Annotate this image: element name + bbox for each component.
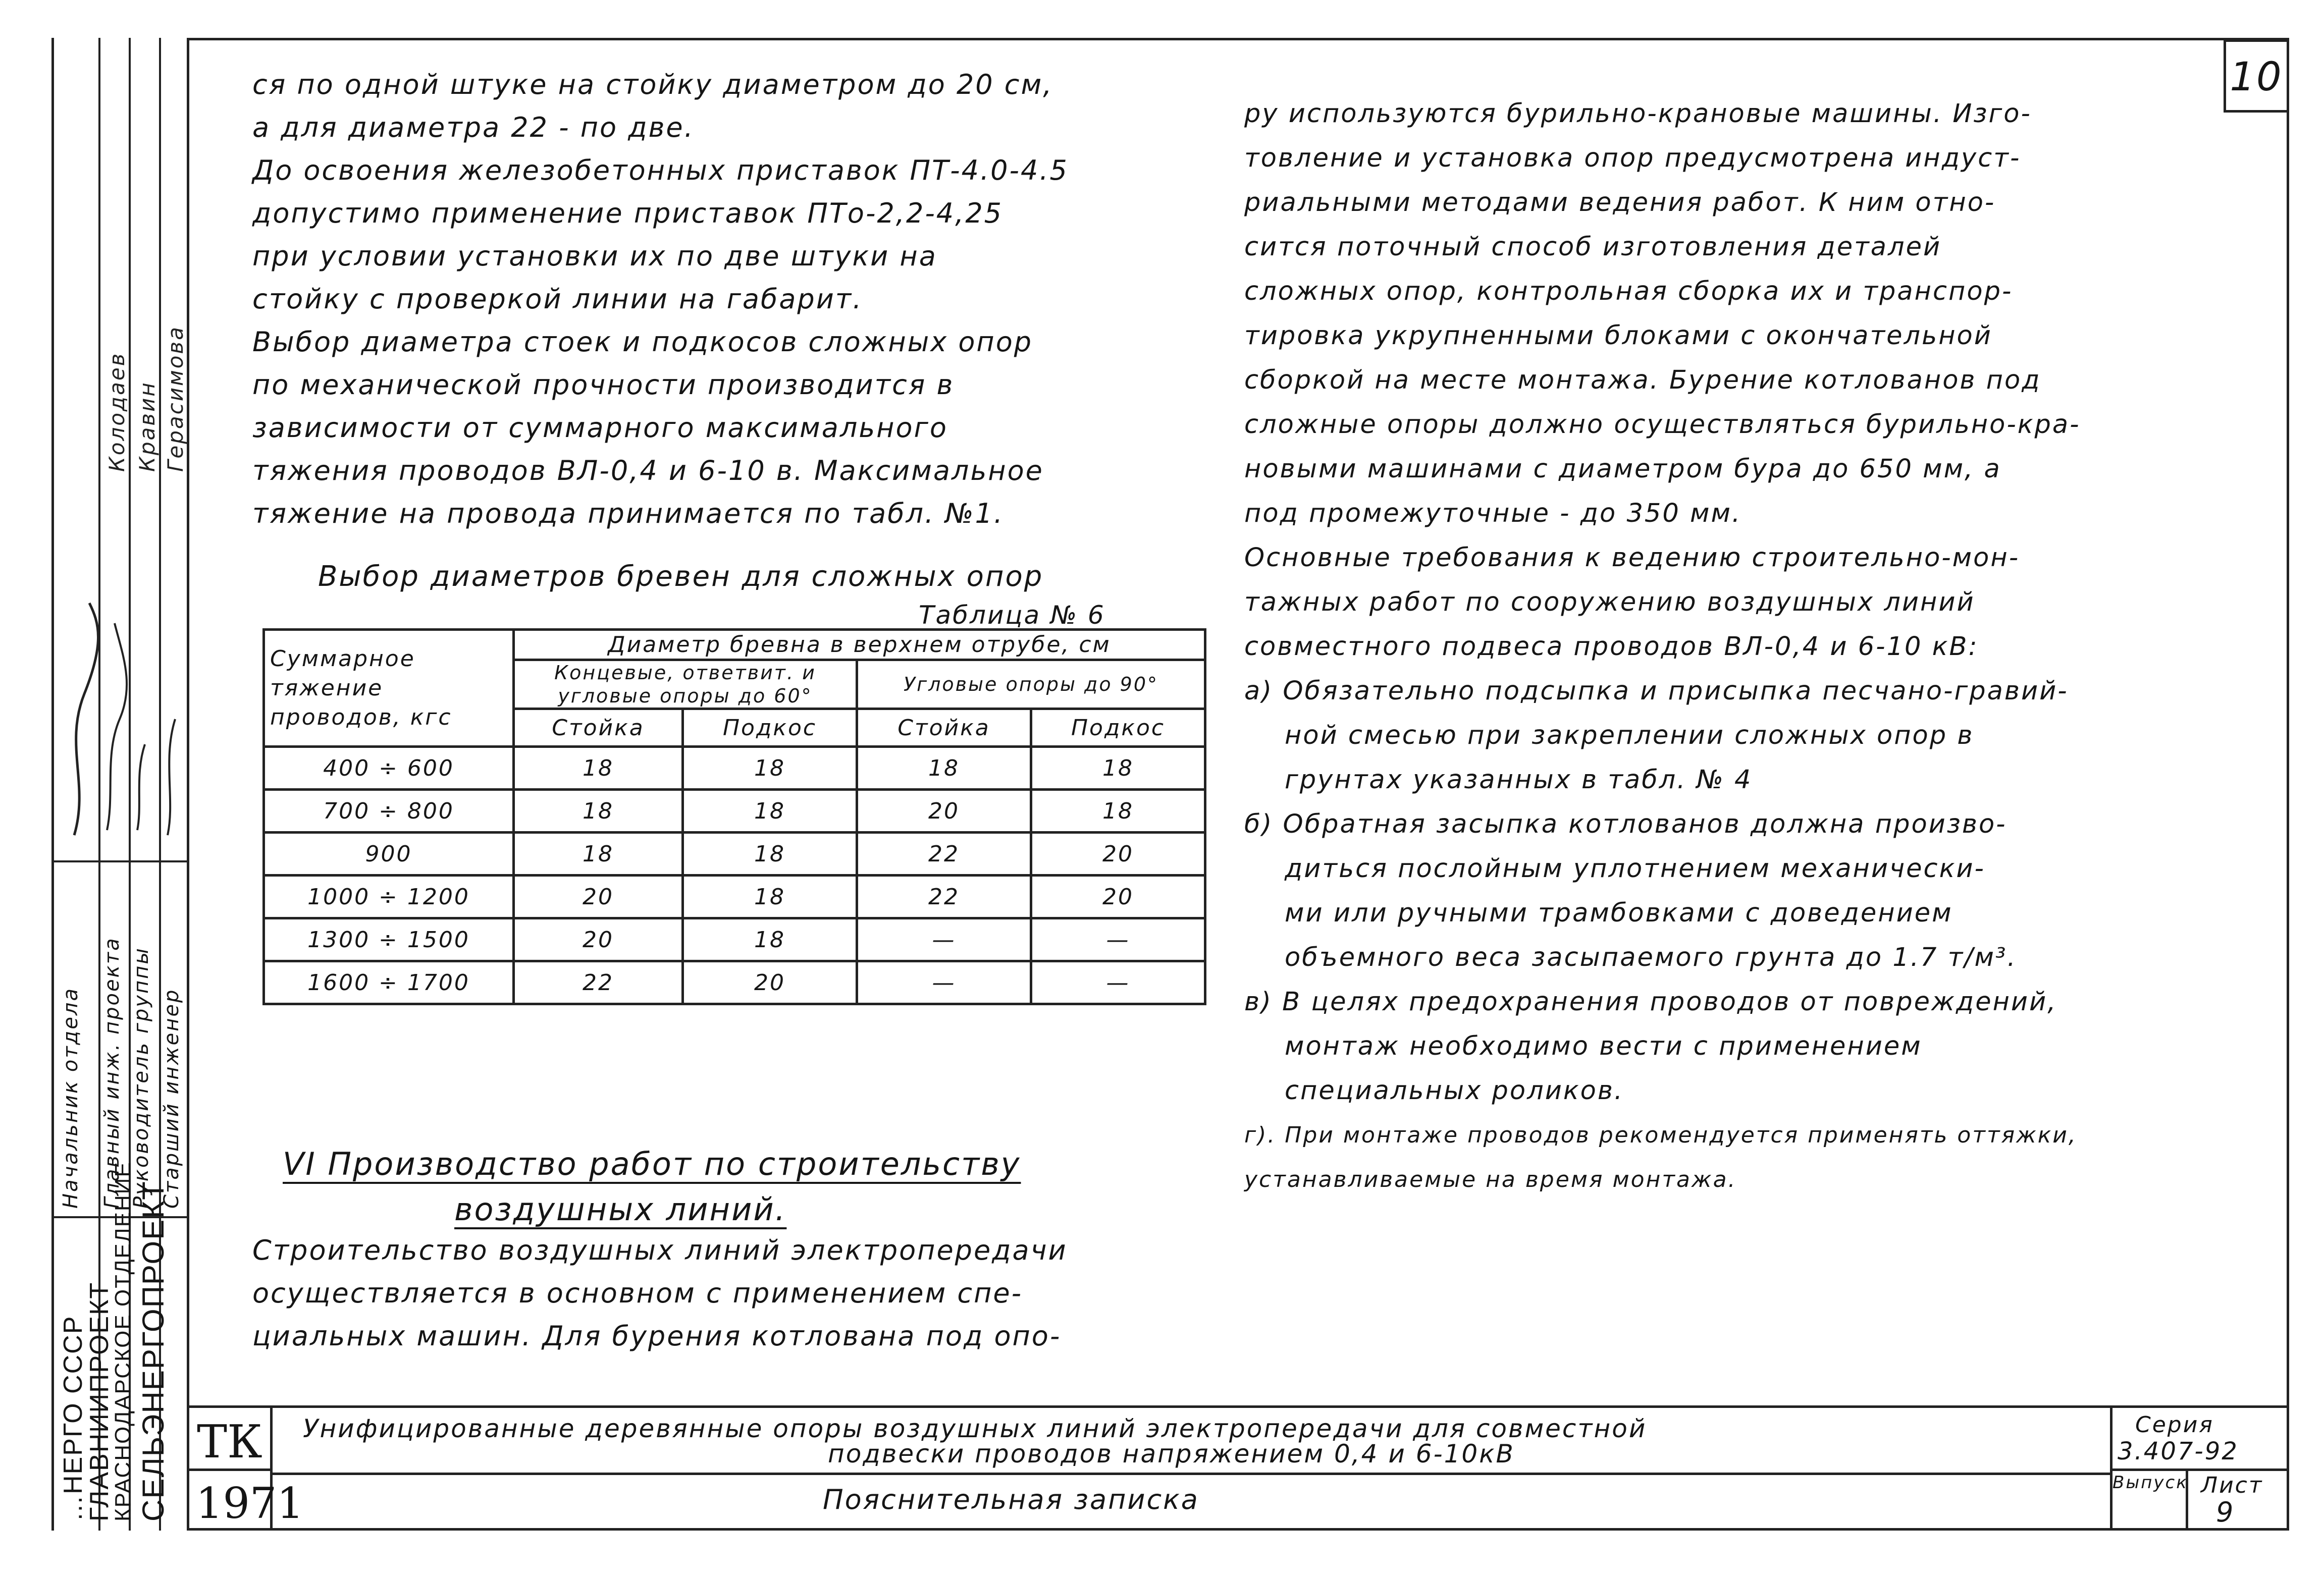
role-senior-engineer: Старший инженер [160, 988, 183, 1209]
text-line: монтаж необходимо вести с применением [1285, 1031, 1922, 1061]
cell: 18 [683, 747, 857, 790]
project-title: Унифицированные деревянные опоры воздушных линий электропередачи для совместной [303, 1414, 1647, 1443]
text-line: тажных работ по сооружению воздушных линий [1244, 587, 1975, 617]
sheet-number: 10 [2224, 39, 2289, 113]
text-line: по механической прочности производится в [252, 369, 955, 401]
cell: 18 [514, 833, 683, 876]
cell: — [857, 961, 1031, 1004]
list-item: а) Обязательно подсыпка и присыпка песчано-гравий- [1244, 676, 2069, 706]
text-line: зависимости от суммарного максимального [252, 412, 948, 444]
text-line: сборкой на месте монтажа. Бурение котлованов под [1244, 365, 2041, 395]
cell: 18 [514, 747, 683, 790]
text-line: осуществляется в основном с применением спе- [252, 1277, 1023, 1309]
text-line: сится поточный способ изготовления деталей [1244, 232, 1942, 262]
role-head: Начальник отдела [59, 987, 82, 1209]
cell: 700 ÷ 800 [264, 790, 514, 833]
cell: 1600 ÷ 1700 [264, 961, 514, 1004]
col-brace-a: Подкос [683, 709, 857, 747]
stamp-strip [51, 38, 187, 1531]
col-head-tension: Суммарное тяжение проводов, кгс [264, 630, 514, 747]
text-line: Строительство воздушных линий электропередачи [252, 1234, 1068, 1266]
text-line: а для диаметра 22 - по две. [252, 112, 695, 143]
cell: — [1031, 918, 1205, 961]
text-line: циальных машин. Для бурения котлована под опо- [252, 1320, 1062, 1352]
section-heading: VI Производство работ по строительству [283, 1146, 1021, 1182]
text-line: Выбор диаметра стоек и подкосов сложных опор [252, 326, 1033, 358]
doc-year: 1971 [196, 1479, 304, 1528]
cell: 18 [683, 918, 857, 961]
col-stand-a: Стойка [514, 709, 683, 747]
org-ministry: …НЕРГО СССР [59, 1315, 88, 1521]
text-line: при условии установки их по две штуки на [252, 240, 937, 272]
document-name: Пояснительная записка [823, 1484, 1199, 1515]
text-line: ми или ручными трамбовками с доведением [1285, 898, 1953, 928]
stamp-divider [54, 860, 187, 862]
cell: 18 [857, 747, 1031, 790]
group-head-diameter: Диаметр бревна в верхнем отрубе, см [514, 630, 1205, 660]
table-row [264, 961, 1205, 1004]
text-line: объемного веса засыпаемого грунта до 1.7 т/м³. [1285, 943, 2017, 972]
project-title-cont: подвески проводов напряжением 0,4 и 6-10кВ [828, 1439, 1515, 1468]
role-group-lead: Руководитель группы [130, 947, 153, 1209]
org-institute: ГЛАВНИИПРОЕКТ [85, 1281, 114, 1521]
left-column [252, 63, 1069, 535]
text-line: диться послойным уплотнением механически- [1285, 854, 1985, 884]
cell: 1000 ÷ 1200 [264, 876, 514, 918]
text-line: тяжения проводов ВЛ-0,4 и 6-10 в. Максимальное [252, 455, 1044, 486]
name-gerasimova: Герасимова [163, 325, 188, 472]
cell: 18 [514, 790, 683, 833]
sub-head-end-poles: Концевые, ответвит. и угловые опоры до 60° [514, 660, 857, 709]
series-value: 3.407-92 [2118, 1437, 2239, 1465]
table-row [264, 918, 1205, 961]
cell: 18 [683, 876, 857, 918]
title-block [187, 1405, 2289, 1531]
text-line: риальными методами ведения работ. К ним отно- [1244, 188, 1996, 217]
cell: 18 [683, 790, 857, 833]
tb-divider [2110, 1468, 2289, 1471]
section-text [252, 1229, 1068, 1357]
cell: 400 ÷ 600 [264, 747, 514, 790]
section-heading-cont: воздушных линий. [454, 1191, 787, 1228]
cell: 18 [683, 833, 857, 876]
table-number: Таблица № 6 [919, 601, 1105, 630]
table-row [264, 876, 1205, 918]
text-line: допустимо применение приставок ПТо-2,2-4,25 [252, 197, 1003, 229]
text-line: стойку с проверкой линии на габарит. [252, 283, 863, 315]
text-line: под промежуточные - до 350 мм. [1244, 499, 1742, 528]
sheet-value: 9 [2216, 1496, 2235, 1528]
org-name: СЕЛЬЭНЕРГОПРОЕКТ [136, 1180, 170, 1521]
cell: 20 [857, 790, 1031, 833]
text-line: Основные требования к ведению строительно-мон- [1244, 543, 2020, 573]
text-line: товление и установка опор предусмотрена индуст- [1244, 143, 2021, 173]
text-line: новыми машинами с диаметром бура до 650 мм, а [1244, 454, 2001, 484]
cell: 20 [514, 876, 683, 918]
cell: 18 [1031, 790, 1205, 833]
cell: 900 [264, 833, 514, 876]
cell: 20 [1031, 833, 1205, 876]
sub-head-angle-poles: Угловые опоры до 90° [857, 660, 1205, 709]
cell: 18 [1031, 747, 1205, 790]
sheet-label: Лист [2201, 1473, 2263, 1498]
org-branch: КРАСНОДАРСКОЕ ОТДЕЛЕНИЕ [111, 1161, 135, 1521]
col-stand-b: Стойка [857, 709, 1031, 747]
right-column [1244, 92, 2081, 1202]
table-row [264, 790, 1205, 833]
text-line: грунтах указанных в табл. № 4 [1285, 765, 1753, 795]
list-item: г). При монтаже проводов рекомендуется применять оттяжки, [1244, 1122, 2077, 1148]
name-kolodaev: Колодаев [104, 352, 129, 472]
list-item: в) В целях предохранения проводов от повреждений, [1244, 987, 2057, 1017]
tb-divider [187, 1468, 270, 1471]
issue-label: Выпуск [2112, 1473, 2188, 1493]
text-line: совместного подвеса проводов ВЛ-0,4 и 6-10 кВ: [1244, 632, 1979, 662]
cell: 22 [514, 961, 683, 1004]
text-line: ру используются бурильно-крановые машины. Изго- [1244, 99, 2032, 129]
cell: 20 [1031, 876, 1205, 918]
cell: 20 [683, 961, 857, 1004]
cell: 20 [514, 918, 683, 961]
text-line: сложные опоры должно осуществляться бурильно-кра- [1244, 410, 2081, 440]
cell: 22 [857, 876, 1031, 918]
text-line: До освоения железобетонных приставок ПТ-4.0-4.5 [252, 154, 1069, 186]
text-line: тяжение на провода принимается по табл. №1. [252, 498, 1005, 529]
text-line: ной смесью при закреплении сложных опор в [1285, 721, 1974, 750]
cell: — [857, 918, 1031, 961]
table-title: Выбор диаметров бревен для сложных опор [318, 560, 1044, 593]
text-line: устанавливаемые на время монтажа. [1244, 1167, 1737, 1192]
text-line: ся по одной штуке на стойку диаметром до 20 см, [252, 69, 1053, 100]
doc-code: ТК [197, 1416, 262, 1468]
signatures [54, 593, 189, 855]
table-row [264, 833, 1205, 876]
text-line: специальных роликов. [1285, 1076, 1624, 1106]
name-kravin: Кравин [135, 381, 160, 472]
cell: 22 [857, 833, 1031, 876]
cell: — [1031, 961, 1205, 1004]
text-line: сложных опор, контрольная сборка их и транспор- [1244, 277, 2013, 306]
list-item: б) Обратная засыпка котлованов должна произво- [1244, 809, 2007, 839]
tb-divider [270, 1473, 2110, 1475]
diameter-table [262, 628, 1206, 1005]
table-row [264, 747, 1205, 790]
text-line: тировка укрупненными блоками с окончательной [1244, 321, 1992, 351]
series-label: Серия [2135, 1412, 2214, 1438]
col-brace-b: Подкос [1031, 709, 1205, 747]
role-chief-engineer: Главный инж. проекта [100, 937, 124, 1209]
cell: 1300 ÷ 1500 [264, 918, 514, 961]
